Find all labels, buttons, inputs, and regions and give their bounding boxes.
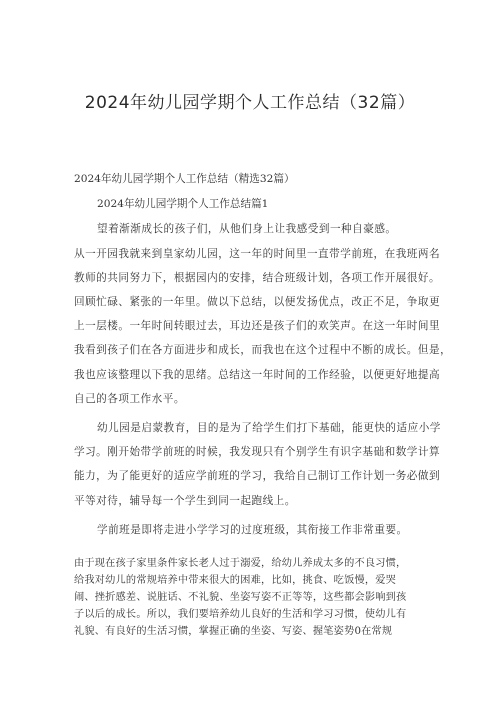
section-heading: 2024年幼儿园学期个人工作总结篇1 — [97, 198, 269, 210]
intro-line: 望着渐渐成长的孩子们，从他们身上让我感受到一种自豪感。 — [97, 223, 397, 235]
paragraph-line: 回顾忙碌、紧张的一年里。做以下总结，以便发扬优点，改正不足，争取更 — [74, 296, 441, 308]
paragraph-line: 子以后的成长。所以，我们要培养幼儿良好的生活和学习习惯，使幼儿有 — [74, 609, 407, 620]
paragraph-line: 上一层楼。一年时间转眼过去，耳边还是孩子们的欢笑声。在这一年时间里 — [74, 320, 441, 332]
document-title: 2024年幼儿园学期个人工作总结（32篇） — [84, 93, 416, 113]
paragraph-line: 我也应该整理以下我的思绪。总结这一年时间的工作经验，以便更好地提高 — [74, 369, 441, 381]
paragraph-line: 给我对幼儿的常规培养中带来很大的困难，比如，挑食、吃饭慢，爱哭 — [74, 575, 397, 586]
paragraph-line: 学习。刚开始带学前班的时候，我发现只有个别学生有识字基础和数学计算 — [74, 446, 441, 458]
paragraph-line: 由于现在孩子家里条件家长老人过于溺爱，给幼儿养成太多的不良习惯， — [74, 558, 407, 569]
paragraph-line: 闹、挫折感差、说脏话、不礼貌、坐姿写姿不正等等，这些都会影响到孩 — [74, 592, 407, 603]
paragraph-line: 能力，为了能更好的适应学前班的学习，我给自己制订工作计划一务必做到 — [74, 470, 441, 482]
paragraph-line: 自己的各项工作水平。 — [74, 393, 185, 405]
paragraph-line: 平等对待，辅导每一个学生到同一起跑线上。 — [74, 495, 296, 507]
paragraph-line: 幼儿园是启蒙教育，目的是为了给学生们打下基础，能更快的适应小学 — [97, 422, 441, 434]
paragraph-line: 从一开园我就来到皇家幼儿园，这一年的时间里一直带学前班，在我班两名 — [74, 248, 441, 260]
paragraph-line: 教师的共同努力下，根据园内的安排，结合班级计划，各项工作开展很好。 — [74, 272, 441, 284]
paragraph-3-intro: 学前班是即将走进小学学习的过度班级，其衔接工作非常重要。 — [97, 524, 408, 536]
paragraph-line: 礼貌、有良好的生活习惯，掌握正确的坐姿、写姿、握笔姿势0在常规 — [74, 626, 393, 637]
document-subtitle: 2024年幼儿园学期个人工作总结（精选32篇） — [74, 173, 295, 185]
paragraph-line: 我看到孩子们在各方面进步和成长，而我也在这个过程中不断的成长。但是， — [74, 344, 452, 356]
